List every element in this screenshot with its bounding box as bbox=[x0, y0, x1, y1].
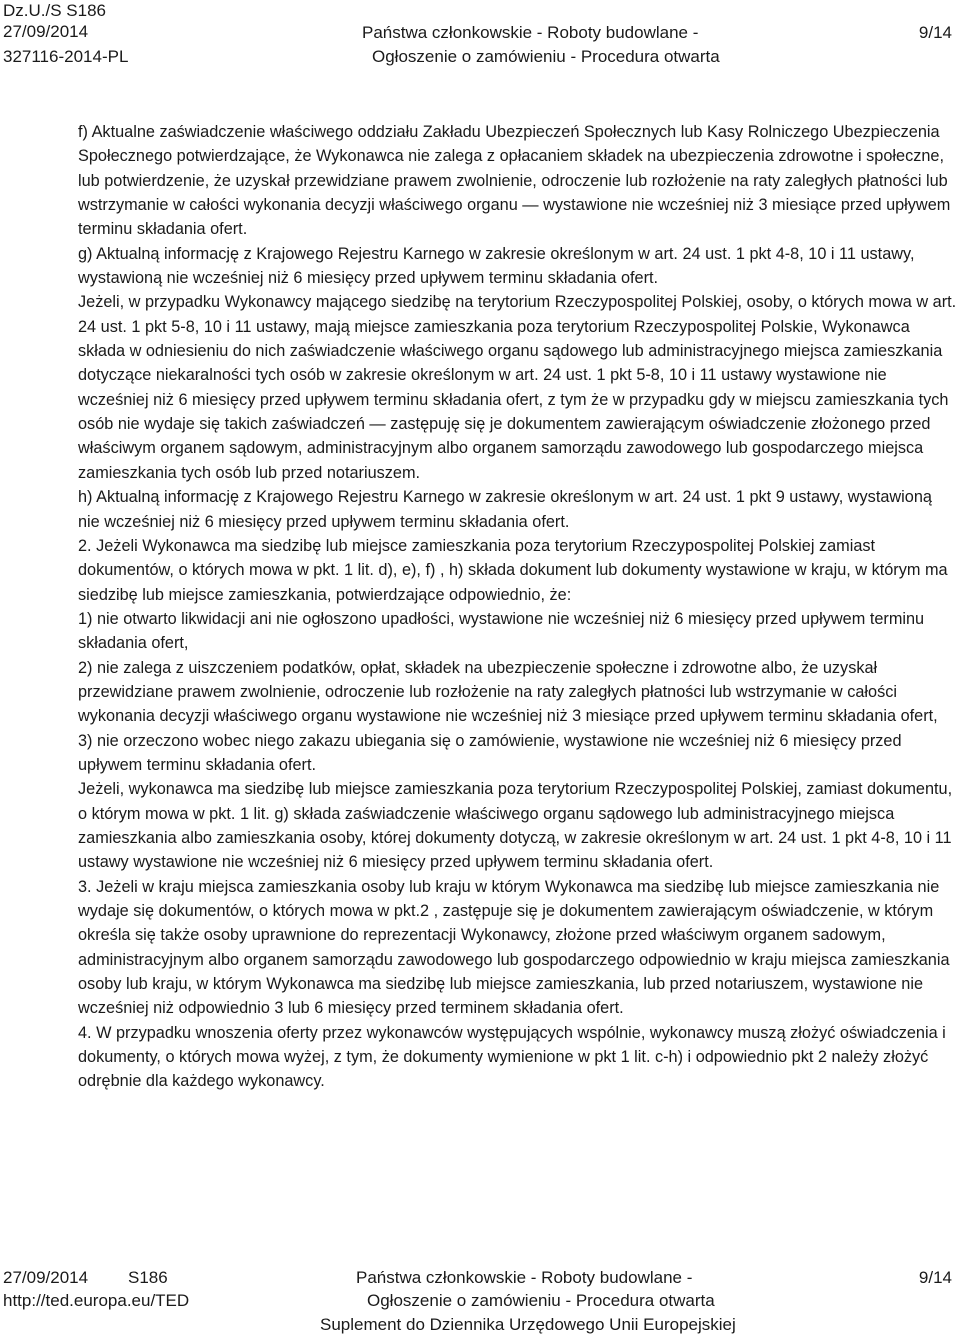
footer-page-number: 9/14 bbox=[918, 1268, 952, 1287]
paragraph-h: h) Aktualną informację z Krajowego Rejestru Karnego w zakresie określonym w art. 24 ust. 1 pkt 9 ustawy, wystawioną nie wcześniej niż 6 miesięcy przed upływem terminu składania ofert. bbox=[78, 488, 932, 531]
header-doc-ref: Dz.U./S S186 bbox=[3, 1, 106, 20]
footer-title-line3: Suplement do Dziennika Urzędowego Unii Europejskiej bbox=[320, 1315, 736, 1334]
document-body bbox=[78, 120, 958, 1094]
footer-url-link[interactable]: http://ted.europa.eu/TED bbox=[3, 1291, 190, 1310]
footer-doc-ref: S186 bbox=[128, 1268, 168, 1287]
paragraph-g: g) Aktualną informację z Krajowego Rejestru Karnego w zakresie określonym w art. 24 ust. 1 pkt 4-8, 10 i 11 ustawy, wystawioną nie wcześniej niż 6 miesięcy przed upływem terminu składania ofert. bbox=[78, 244, 915, 288]
paragraph-point-2-2: 2) nie zalega z uiszczeniem podatków, opłat, składek na ubezpieczenie społeczne i zdrowotne albo, że uzyskał przewidziane prawem zwolnienie, odroczenie lub rozłożenie na raty zaległych płatności lub wstrzymanie w całości wykonania decyzji właściwego organu wystawione nie wcześniej niż 3 miesiące przed upływem terminu składania ofert, bbox=[78, 658, 938, 726]
paragraph-point-2-1: 1) nie otwarto likwidacji ani nie ogłoszono upadłości, wystawione nie wcześniej niż 6 miesięcy przed upływem terminu składania ofert, bbox=[78, 609, 925, 653]
header-doc-id: 327116-2014-PL bbox=[3, 47, 129, 66]
paragraph-foreign-contractor: Jeżeli, wykonawca ma siedzibę lub miejsce zamieszkania poza terytorium Rzeczypospolitej Polskiej, zamiast dokumentu, o którym mowa w pkt. 1 lit. g) składa zaświadczenie właściwego organu sądowego lub administracyjnego miejsca zamieszkania albo zamieszkania osoby, której dokumenty dotyczą, w zakresie określonym w art. 24 ust. 1 pkt 4-8, 10 i 11 ustawy wystawione nie wcześniej niż 6 miesięcy przed upływem terminu składania ofert. bbox=[78, 780, 953, 872]
header-page-number: 9/14 bbox=[918, 23, 952, 42]
footer-title-line2: Ogłoszenie o zamówieniu - Procedura otwarta bbox=[367, 1291, 715, 1310]
paragraph-point-4: 4. W przypadku wnoszenia oferty przez wykonawców występujących wspólnie, wykonawcy muszą złożyć oświadczenia i dokumenty, o których mowa wyżej, z tym, że dokumenty wymienione w pkt 1 lit. c-h) i odpowiednio pkt 2 należy złożyć odrębnie dla każdego wykonawcy. bbox=[78, 1023, 946, 1091]
footer-title-line1: Państwa członkowskie - Roboty budowlane - bbox=[356, 1268, 693, 1287]
paragraph-foreign-persons: Jeżeli, w przypadku Wykonawcy mającego siedzibę na terytorium Rzeczypospolitej Polskiej, osoby, o których mowa w art. 24 ust. 1 pkt 5-8, 10 i 11 ustawy, mają miejsce zamieszkania poza terytorium Rzeczypospolitej Polskie, Wykonawca składa w odniesieniu do nich zaświadczenie właściwego organu sądowego lub administracyjnego miejsca zamieszkania dotyczące niekaralności tych osób w zakresie określonym w art. 24 ust. 1 pkt 5-8, 10 i 11 ustawy wystawione nie wcześniej niż 6 miesięcy przed upływem terminu składania ofert, z tym że w przypadku gdy w miejscu zamieszkania tych osób nie wydaje się takich zaświadczeń — zastępuję się je dokumentem zawierającym oświadczenie złożonego przed właściwym organem sądowym, administracyjnym albo organem samorządu zawodowego lub gospodarczego miejsca zamieszkania tych osób lub przed notariuszem. bbox=[78, 293, 957, 482]
paragraph-point-3: 3. Jeżeli w kraju miejsca zamieszkania osoby lub kraju w którym Wykonawca ma siedzibę lub miejsce zamieszkania nie wydaje się dokumentów, o których mowa w pkt.2 , zastępuje się je dokumentem zawierającym oświadczenie, w którym określa się także osoby uprawnione do reprezentacji Wykonawcy, złożone przed właściwym organem sadowym, administracyjnym albo organem samorządu zawodowego lub gospodarczego odpowiednio w kraju miejsca zamieszkania osoby lub kraju, w którym Wykonawca ma siedzibę lub miejsce zamieszkania, lub przed notariuszem, wystawione nie wcześniej niż odpowiednio 3 lub 6 miesięcy przed terminem składania ofert. bbox=[78, 877, 950, 1018]
header-title-line2: Ogłoszenie o zamówieniu - Procedura otwarta bbox=[372, 47, 720, 66]
header-date: 27/09/2014 bbox=[3, 22, 89, 41]
paragraph-point-2: 2. Jeżeli Wykonawca ma siedzibę lub miejsce zamieszkania poza terytorium Rzeczypospolitej Polskiej zamiast dokumentów, o których mowa w pkt. 1 lit. d), e), f) , h) składa dokument lub dokumenty wystawione w kraju, w którym ma siedzibę lub miejsce zamieszkania, potwierdzające odpowiednio, że: bbox=[78, 536, 948, 604]
paragraph-point-2-3: 3) nie orzeczono wobec niego zakazu ubiegania się o zamówienie, wystawione nie wcześniej niż 6 miesięcy przed upływem terminu składania ofert. bbox=[78, 731, 902, 774]
footer-date: 27/09/2014 bbox=[3, 1268, 89, 1287]
paragraph-f: f) Aktualne zaświadczenie właściwego oddziału Zakładu Ubezpieczeń Społecznych lub Kasy Rolniczego Ubezpieczenia Społecznego potwierdzające, że Wykonawca nie zalega z opłacaniem składek na ubezpieczenia zdrowotne i społeczne, lub potwierdzenie, że uzyskał przewidziane prawem zwolnienie, odroczenie lub rozłożenie na raty zaległych płatności lub wstrzymanie w całości wykonania decyzji właściwego organu — wystawione nie wcześniej niż 3 miesiące przed upływem terminu składania ofert. bbox=[78, 123, 951, 239]
page-header bbox=[0, 0, 960, 70]
header-title-line1: Państwa członkowskie - Roboty budowlane - bbox=[362, 23, 699, 42]
page-footer bbox=[0, 1262, 960, 1334]
